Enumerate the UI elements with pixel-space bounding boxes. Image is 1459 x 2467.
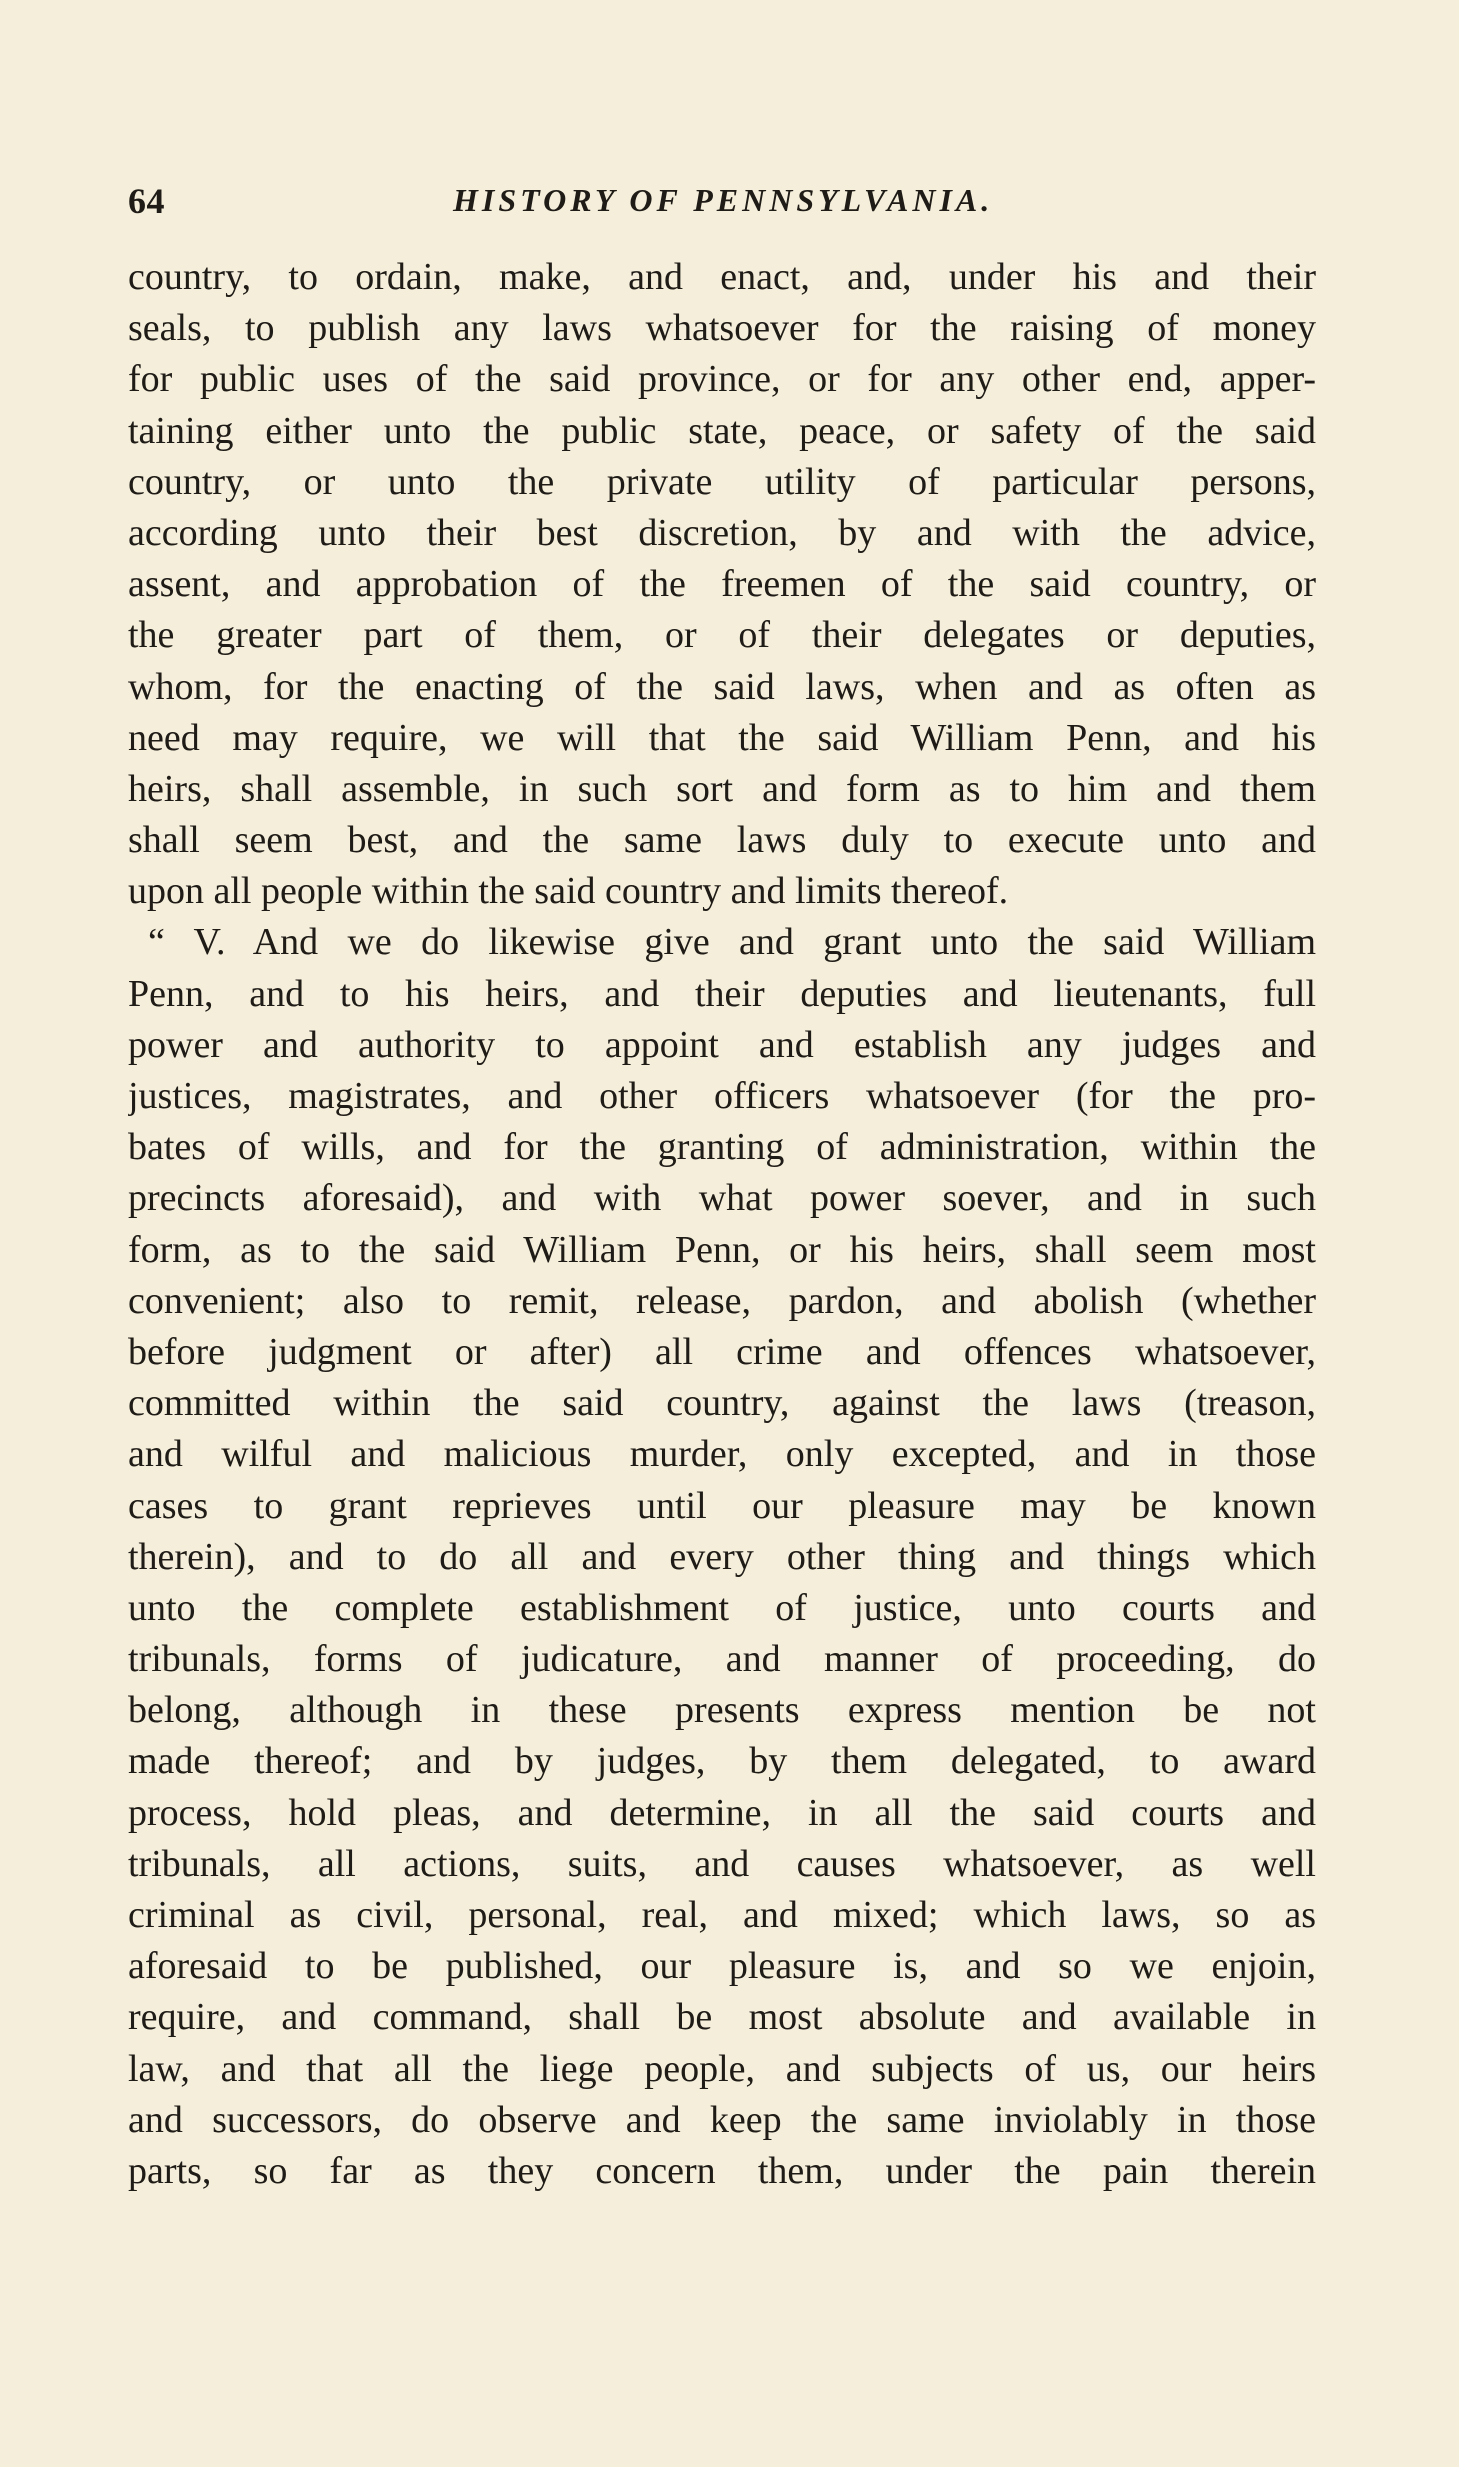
- text-line: “ V. And we do likewise give and grant unto the said William: [148, 921, 1316, 964]
- text-line: need may require, we will that the said William Penn, and his: [128, 716, 1316, 759]
- text-line: tribunals, all actions, suits, and causes whatsoever, as well: [128, 1842, 1316, 1885]
- text-line: belong, although in these presents express mention be not: [128, 1689, 1316, 1732]
- text-line: made thereof; and by judges, by them delegated, to award: [128, 1740, 1316, 1783]
- text-line: shall seem best, and the same laws duly to execute unto and: [128, 819, 1316, 862]
- text-line: and wilful and malicious murder, only excepted, and in those: [128, 1433, 1316, 1476]
- text-line: heirs, shall assemble, in such sort and form as to him and them: [128, 767, 1316, 810]
- text-line: unto the complete establishment of justice, unto courts and: [128, 1586, 1316, 1629]
- text-line: tribunals, forms of judicature, and manner of proceeding, do: [128, 1638, 1316, 1681]
- text-line: power and authority to appoint and establish any judges and: [128, 1023, 1316, 1066]
- text-line: for public uses of the said province, or for any other end, apper-: [128, 358, 1316, 401]
- text-line: bates of wills, and for the granting of administration, within the: [128, 1126, 1316, 1169]
- text-line: whom, for the enacting of the said laws, when and as often as: [128, 665, 1316, 708]
- text-line: assent, and approbation of the freemen of the said country, or: [128, 563, 1316, 606]
- text-line: process, hold pleas, and determine, in all the said courts and: [128, 1791, 1316, 1834]
- text-line: cases to grant reprieves until our pleasure may be known: [128, 1484, 1316, 1527]
- text-line: before judgment or after) all crime and offences whatsoever,: [128, 1330, 1316, 1373]
- text-line: law, and that all the liege people, and subjects of us, our heirs: [128, 2047, 1316, 2090]
- text-line: seals, to publish any laws whatsoever for the raising of money: [128, 307, 1316, 350]
- text-line: convenient; also to remit, release, pardon, and abolish (whether: [128, 1279, 1316, 1322]
- running-title: HISTORY OF PENNSYLVANIA.: [453, 182, 994, 218]
- body-text: [128, 252, 1316, 2197]
- page-number: 64: [128, 181, 165, 221]
- page-header: [128, 180, 1316, 236]
- text-line: criminal as civil, personal, real, and mixed; which laws, so as: [128, 1894, 1316, 1936]
- text-line: therein), and to do all and every other thing and things which: [128, 1535, 1316, 1578]
- text-line: committed within the said country, against the laws (treason,: [128, 1382, 1316, 1425]
- text-line: country, to ordain, make, and enact, and, under his and their: [128, 256, 1316, 298]
- text-line: country, or unto the private utility of particular persons,: [128, 460, 1316, 503]
- text-line: upon all people within the said country and limits thereof.: [128, 870, 1009, 913]
- text-line: the greater part of them, or of their delegates or deputies,: [128, 614, 1316, 657]
- text-line: precincts aforesaid), and with what power soever, and in such: [128, 1177, 1316, 1220]
- text-line: according unto their best discretion, by and with the advice,: [128, 511, 1316, 554]
- text-line: justices, magistrates, and other officers whatsoever (for the pro-: [128, 1075, 1316, 1117]
- text-line: and successors, do observe and keep the same inviolably in those: [128, 2098, 1316, 2141]
- text-line: taining either unto the public state, peace, or safety of the said: [128, 409, 1316, 452]
- text-line: require, and command, shall be most absolute and available in: [128, 1996, 1316, 2039]
- text-line: form, as to the said William Penn, or his heirs, shall seem most: [128, 1228, 1316, 1271]
- text-line: aforesaid to be published, our pleasure is, and so we enjoin,: [128, 1945, 1316, 1988]
- text-line: Penn, and to his heirs, and their deputies and lieutenants, full: [128, 972, 1316, 1015]
- text-line: parts, so far as they concern them, under the pain therein: [128, 2149, 1316, 2192]
